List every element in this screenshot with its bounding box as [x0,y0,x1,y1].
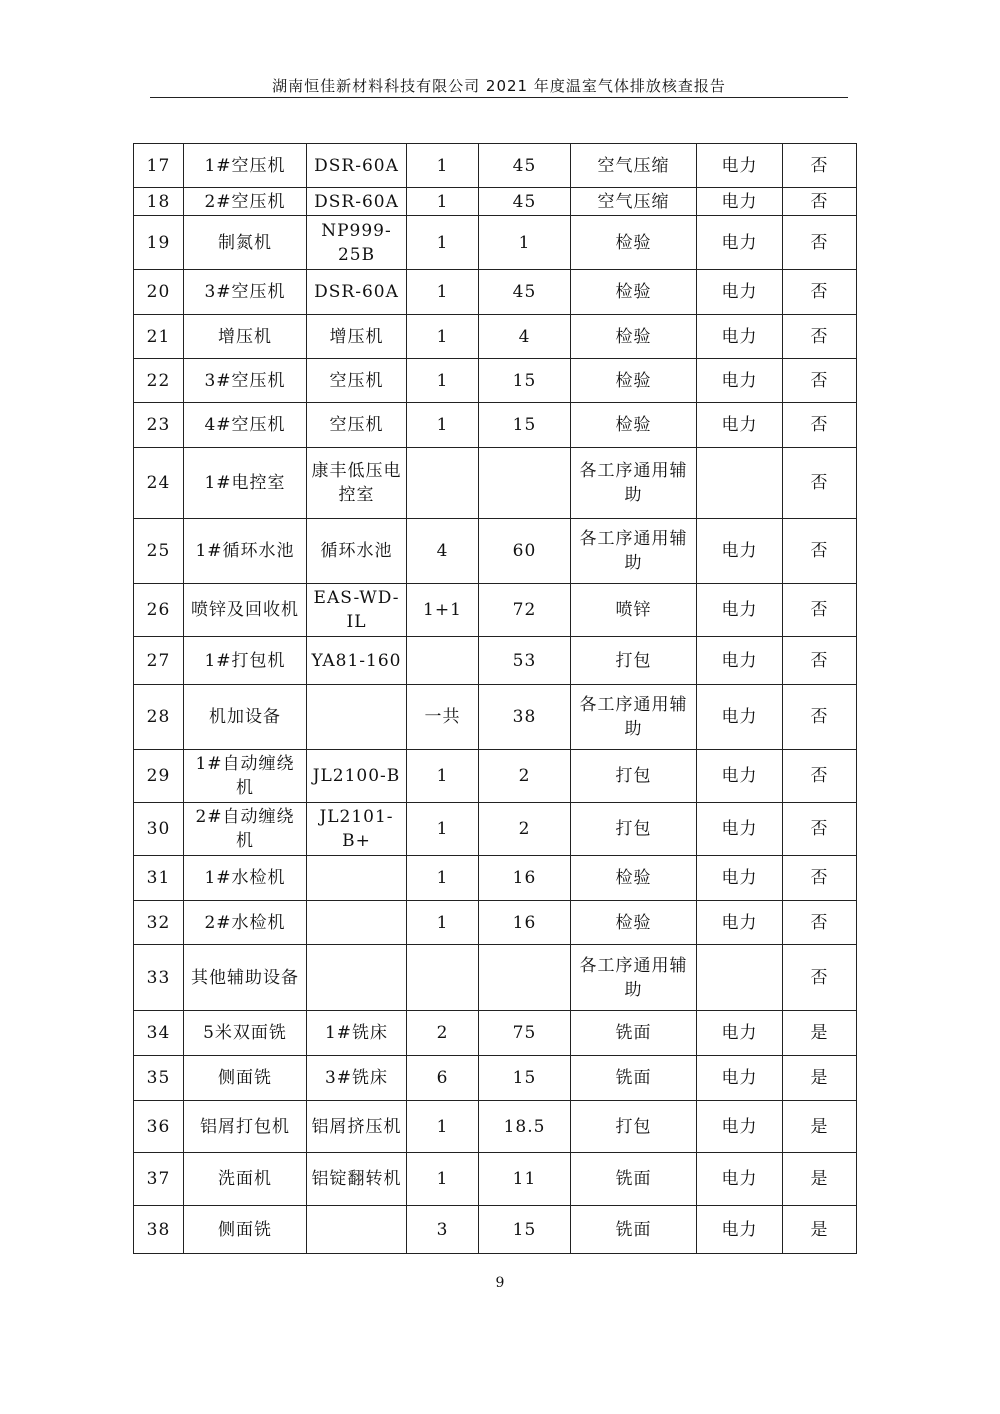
table-row [134,685,857,750]
flag-cell: 否 [783,315,857,359]
power-cell: 18.5 [479,1101,571,1153]
quantity-cell: 1 [407,1101,479,1153]
power-cell: 2 [479,750,571,803]
process-cell: 打包 [571,803,697,856]
model-cell: EAS-WD-IL [307,584,407,637]
energy-type-cell: 电力 [697,750,783,803]
flag-cell: 否 [783,856,857,901]
row-number-cell: 21 [134,315,184,359]
header-divider [150,97,848,98]
power-cell: 53 [479,637,571,685]
equipment-name-cell: 1#水检机 [184,856,307,901]
flag-cell: 是 [783,1153,857,1206]
model-cell: 铝锭翻转机 [307,1153,407,1206]
process-cell: 铣面 [571,1206,697,1254]
equipment-name-cell: 铝屑打包机 [184,1101,307,1153]
flag-cell: 是 [783,1011,857,1056]
table-row [134,359,857,403]
power-cell: 45 [479,188,571,216]
energy-type-cell: 电力 [697,359,783,403]
energy-type-cell: 电力 [697,1011,783,1056]
page-header-title: 湖南恒佳新材料科技有限公司 2021 年度温室气体排放核查报告 [272,77,726,95]
process-cell: 空气压缩 [571,144,697,188]
table-row [134,1101,857,1153]
quantity-cell [407,637,479,685]
power-cell [479,945,571,1011]
model-cell: 空压机 [307,403,407,448]
quantity-cell: 3 [407,1206,479,1254]
model-cell [307,945,407,1011]
energy-type-cell: 电力 [697,685,783,750]
table-row [134,188,857,216]
table-row [134,519,857,584]
equipment-name-cell: 1#循环水池 [184,519,307,584]
power-cell: 16 [479,901,571,945]
quantity-cell: 一共 [407,685,479,750]
model-cell [307,901,407,945]
flag-cell: 是 [783,1101,857,1153]
energy-type-cell: 电力 [697,403,783,448]
power-cell: 4 [479,315,571,359]
equipment-name-cell: 2#空压机 [184,188,307,216]
model-cell [307,685,407,750]
quantity-cell [407,448,479,519]
power-cell: 72 [479,584,571,637]
row-number-cell: 24 [134,448,184,519]
model-cell: 循环水池 [307,519,407,584]
row-number-cell: 32 [134,901,184,945]
power-cell: 15 [479,403,571,448]
energy-type-cell [697,448,783,519]
energy-type-cell: 电力 [697,901,783,945]
equipment-name-cell: 3#空压机 [184,359,307,403]
quantity-cell: 1 [407,901,479,945]
quantity-cell: 1 [407,403,479,448]
power-cell: 1 [479,216,571,270]
energy-type-cell: 电力 [697,637,783,685]
power-cell: 11 [479,1153,571,1206]
flag-cell: 否 [783,901,857,945]
table-row [134,144,857,188]
process-cell: 各工序通用辅助 [571,448,697,519]
row-number-cell: 37 [134,1153,184,1206]
energy-type-cell: 电力 [697,188,783,216]
model-cell: NP999-25B [307,216,407,270]
table-row [134,216,857,270]
model-cell: 增压机 [307,315,407,359]
row-number-cell: 29 [134,750,184,803]
equipment-name-cell: 1#打包机 [184,637,307,685]
flag-cell: 是 [783,1056,857,1101]
equipment-table [133,143,857,1254]
equipment-name-cell: 制氮机 [184,216,307,270]
table-row [134,270,857,315]
equipment-name-cell: 1#自动缠绕机 [184,750,307,803]
row-number-cell: 38 [134,1206,184,1254]
equipment-name-cell: 侧面铣 [184,1056,307,1101]
quantity-cell: 1 [407,856,479,901]
row-number-cell: 33 [134,945,184,1011]
quantity-cell: 6 [407,1056,479,1101]
table-row [134,750,857,803]
power-cell: 16 [479,856,571,901]
row-number-cell: 20 [134,270,184,315]
quantity-cell: 1 [407,216,479,270]
power-cell: 60 [479,519,571,584]
process-cell: 各工序通用辅助 [571,519,697,584]
process-cell: 各工序通用辅助 [571,945,697,1011]
flag-cell: 否 [783,584,857,637]
quantity-cell: 1 [407,1153,479,1206]
energy-type-cell: 电力 [697,1056,783,1101]
quantity-cell: 1+1 [407,584,479,637]
process-cell: 检验 [571,315,697,359]
process-cell: 检验 [571,359,697,403]
energy-type-cell: 电力 [697,803,783,856]
model-cell: JL2100-B [307,750,407,803]
row-number-cell: 30 [134,803,184,856]
flag-cell: 否 [783,144,857,188]
process-cell: 检验 [571,856,697,901]
row-number-cell: 28 [134,685,184,750]
table-row [134,1011,857,1056]
row-number-cell: 18 [134,188,184,216]
equipment-name-cell: 增压机 [184,315,307,359]
power-cell [479,448,571,519]
model-cell: DSR-60A [307,188,407,216]
table-row [134,803,857,856]
flag-cell: 否 [783,188,857,216]
process-cell: 喷锌 [571,584,697,637]
energy-type-cell: 电力 [697,1206,783,1254]
row-number-cell: 22 [134,359,184,403]
row-number-cell: 31 [134,856,184,901]
table-row [134,315,857,359]
model-cell: JL2101-B+ [307,803,407,856]
equipment-name-cell: 洗面机 [184,1153,307,1206]
equipment-name-cell: 1#空压机 [184,144,307,188]
power-cell: 75 [479,1011,571,1056]
table-row [134,856,857,901]
flag-cell: 否 [783,685,857,750]
process-cell: 各工序通用辅助 [571,685,697,750]
model-cell: 空压机 [307,359,407,403]
model-cell: YA81-160 [307,637,407,685]
equipment-name-cell: 1#电控室 [184,448,307,519]
row-number-cell: 36 [134,1101,184,1153]
process-cell: 打包 [571,637,697,685]
process-cell: 铣面 [571,1056,697,1101]
model-cell: 1#铣床 [307,1011,407,1056]
row-number-cell: 19 [134,216,184,270]
energy-type-cell: 电力 [697,216,783,270]
energy-type-cell: 电力 [697,315,783,359]
flag-cell: 否 [783,803,857,856]
quantity-cell: 4 [407,519,479,584]
quantity-cell: 1 [407,270,479,315]
energy-type-cell: 电力 [697,1101,783,1153]
power-cell: 15 [479,1056,571,1101]
table-row [134,1153,857,1206]
quantity-cell: 1 [407,315,479,359]
energy-type-cell: 电力 [697,1153,783,1206]
equipment-name-cell: 5米双面铣 [184,1011,307,1056]
power-cell: 2 [479,803,571,856]
power-cell: 45 [479,270,571,315]
energy-type-cell: 电力 [697,584,783,637]
flag-cell: 否 [783,945,857,1011]
table-row [134,584,857,637]
quantity-cell: 1 [407,803,479,856]
page-number: 9 [495,1275,505,1291]
equipment-name-cell: 2#水检机 [184,901,307,945]
equipment-name-cell: 3#空压机 [184,270,307,315]
equipment-name-cell: 4#空压机 [184,403,307,448]
quantity-cell: 1 [407,188,479,216]
model-cell [307,856,407,901]
equipment-name-cell: 2#自动缠绕机 [184,803,307,856]
equipment-name-cell: 机加设备 [184,685,307,750]
equipment-table-body [134,144,857,1254]
model-cell: 3#铣床 [307,1056,407,1101]
flag-cell: 是 [783,1206,857,1254]
process-cell: 检验 [571,901,697,945]
table-row [134,637,857,685]
table-row [134,448,857,519]
process-cell: 空气压缩 [571,188,697,216]
quantity-cell: 2 [407,1011,479,1056]
power-cell: 15 [479,359,571,403]
row-number-cell: 25 [134,519,184,584]
flag-cell: 否 [783,519,857,584]
process-cell: 铣面 [571,1011,697,1056]
flag-cell: 否 [783,750,857,803]
quantity-cell: 1 [407,359,479,403]
quantity-cell: 1 [407,144,479,188]
flag-cell: 否 [783,359,857,403]
model-cell: 铝屑挤压机 [307,1101,407,1153]
process-cell: 检验 [571,216,697,270]
equipment-name-cell: 其他辅助设备 [184,945,307,1011]
process-cell: 检验 [571,270,697,315]
energy-type-cell: 电力 [697,519,783,584]
row-number-cell: 27 [134,637,184,685]
flag-cell: 否 [783,637,857,685]
table-row [134,1056,857,1101]
equipment-name-cell: 侧面铣 [184,1206,307,1254]
power-cell: 38 [479,685,571,750]
model-cell: 康丰低压电控室 [307,448,407,519]
flag-cell: 否 [783,448,857,519]
power-cell: 15 [479,1206,571,1254]
process-cell: 检验 [571,403,697,448]
row-number-cell: 23 [134,403,184,448]
energy-type-cell: 电力 [697,856,783,901]
table-row [134,1206,857,1254]
row-number-cell: 35 [134,1056,184,1101]
table-row [134,901,857,945]
equipment-name-cell: 喷锌及回收机 [184,584,307,637]
process-cell: 铣面 [571,1153,697,1206]
table-row [134,403,857,448]
flag-cell: 否 [783,403,857,448]
quantity-cell: 1 [407,750,479,803]
table-row [134,945,857,1011]
row-number-cell: 17 [134,144,184,188]
flag-cell: 否 [783,216,857,270]
row-number-cell: 26 [134,584,184,637]
energy-type-cell: 电力 [697,144,783,188]
model-cell: DSR-60A [307,270,407,315]
energy-type-cell [697,945,783,1011]
row-number-cell: 34 [134,1011,184,1056]
power-cell: 45 [479,144,571,188]
process-cell: 打包 [571,1101,697,1153]
flag-cell: 否 [783,270,857,315]
energy-type-cell: 电力 [697,270,783,315]
model-cell [307,1206,407,1254]
process-cell: 打包 [571,750,697,803]
quantity-cell [407,945,479,1011]
model-cell: DSR-60A [307,144,407,188]
